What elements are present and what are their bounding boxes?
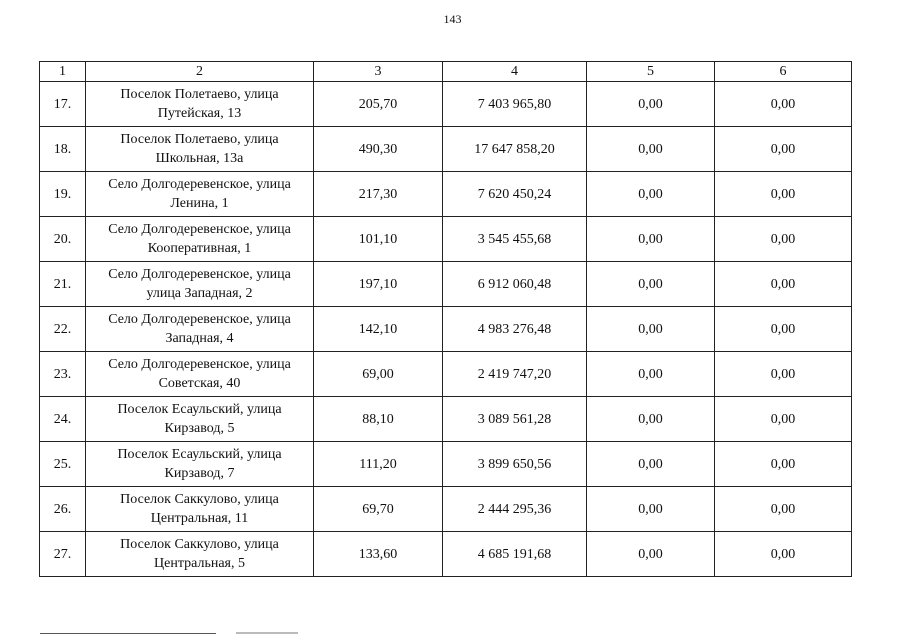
- row-number: 24.: [40, 397, 86, 442]
- row-number: 25.: [40, 442, 86, 487]
- row-number: 22.: [40, 307, 86, 352]
- footer-mark: [236, 632, 298, 634]
- col5-cell: 0,00: [587, 262, 715, 307]
- col5-cell: 0,00: [587, 442, 715, 487]
- table-header-row: [40, 62, 852, 82]
- area-cell: 101,10: [314, 217, 443, 262]
- address-cell: [86, 307, 314, 352]
- address-cell: [86, 217, 314, 262]
- row-number: 23.: [40, 352, 86, 397]
- col6-cell: 0,00: [715, 442, 852, 487]
- address-line-1: Село Долгодеревенское, улица: [108, 222, 291, 237]
- row-number: 18.: [40, 127, 86, 172]
- value-cell: 4 983 276,48: [443, 307, 587, 352]
- address-line-2: Западная, 4: [165, 331, 234, 346]
- area-cell: 69,00: [314, 352, 443, 397]
- table-row: [40, 352, 852, 397]
- area-cell: 197,10: [314, 262, 443, 307]
- address-cell: [86, 82, 314, 127]
- address-cell: [86, 442, 314, 487]
- value-cell: 7 403 965,80: [443, 82, 587, 127]
- address-line-2: улица Западная, 2: [146, 286, 253, 301]
- address-cell: [86, 397, 314, 442]
- row-number: 26.: [40, 487, 86, 532]
- address-line-2: Ленина, 1: [170, 196, 229, 211]
- address-cell: [86, 352, 314, 397]
- footer-divider: [40, 633, 216, 634]
- address-line-1: Поселок Саккулово, улица: [120, 537, 279, 552]
- address-cell: [86, 262, 314, 307]
- value-cell: 3 899 650,56: [443, 442, 587, 487]
- address-cell: [86, 487, 314, 532]
- col5-cell: 0,00: [587, 217, 715, 262]
- col6-cell: 0,00: [715, 127, 852, 172]
- page-number: 143: [443, 12, 462, 26]
- address-line-2: Школьная, 13а: [155, 151, 244, 166]
- address-line-2: Центральная, 5: [154, 556, 245, 571]
- address-line-2: Советская, 40: [158, 376, 241, 391]
- address-line-1: Село Долгодеревенское, улица: [108, 357, 291, 372]
- area-cell: 111,20: [314, 442, 443, 487]
- row-number: 27.: [40, 532, 86, 577]
- address-line-1: Поселок Есаульский, улица: [117, 402, 282, 417]
- column-header-1: 1: [40, 62, 86, 82]
- table-row: [40, 487, 852, 532]
- col6-cell: 0,00: [715, 352, 852, 397]
- table-row: [40, 127, 852, 172]
- table-row: [40, 262, 852, 307]
- address-line-1: Село Долгодеревенское, улица: [108, 312, 291, 327]
- address-line-1: Поселок Полетаево, улица: [120, 132, 279, 147]
- col5-cell: 0,00: [587, 397, 715, 442]
- col6-cell: 0,00: [715, 532, 852, 577]
- address-line-2: Центральная, 11: [150, 511, 249, 526]
- address-line-1: Поселок Полетаево, улица: [120, 87, 279, 102]
- address-line-1: Поселок Саккулово, улица: [120, 492, 279, 507]
- area-cell: 69,70: [314, 487, 443, 532]
- table-row: [40, 82, 852, 127]
- area-cell: 490,30: [314, 127, 443, 172]
- address-cell: [86, 172, 314, 217]
- value-cell: 4 685 191,68: [443, 532, 587, 577]
- value-cell: 6 912 060,48: [443, 262, 587, 307]
- row-number: 19.: [40, 172, 86, 217]
- value-cell: 2 419 747,20: [443, 352, 587, 397]
- value-cell: 17 647 858,20: [443, 127, 587, 172]
- col6-cell: 0,00: [715, 217, 852, 262]
- value-cell: 3 545 455,68: [443, 217, 587, 262]
- area-cell: 217,30: [314, 172, 443, 217]
- col6-cell: 0,00: [715, 487, 852, 532]
- col5-cell: 0,00: [587, 127, 715, 172]
- col5-cell: 0,00: [587, 172, 715, 217]
- column-header-5: 5: [587, 62, 715, 82]
- row-number: 21.: [40, 262, 86, 307]
- area-cell: 205,70: [314, 82, 443, 127]
- address-line-1: Село Долгодеревенское, улица: [108, 177, 291, 192]
- col6-cell: 0,00: [715, 172, 852, 217]
- col5-cell: 0,00: [587, 82, 715, 127]
- col6-cell: 0,00: [715, 397, 852, 442]
- table-row: [40, 532, 852, 577]
- address-line-1: Поселок Есаульский, улица: [117, 447, 282, 462]
- address-line-2: Кирзавод, 5: [164, 421, 235, 436]
- column-header-4: 4: [443, 62, 587, 82]
- col6-cell: 0,00: [715, 262, 852, 307]
- value-cell: 3 089 561,28: [443, 397, 587, 442]
- table-row: [40, 172, 852, 217]
- table-row: [40, 217, 852, 262]
- col5-cell: 0,00: [587, 532, 715, 577]
- row-number: 20.: [40, 217, 86, 262]
- col5-cell: 0,00: [587, 307, 715, 352]
- value-cell: 2 444 295,36: [443, 487, 587, 532]
- data-table: [39, 61, 852, 577]
- address-line-2: Путейская, 13: [157, 106, 242, 121]
- address-line-2: Кирзавод, 7: [164, 466, 235, 481]
- col6-cell: 0,00: [715, 307, 852, 352]
- area-cell: 142,10: [314, 307, 443, 352]
- value-cell: 7 620 450,24: [443, 172, 587, 217]
- col5-cell: 0,00: [587, 352, 715, 397]
- address-cell: [86, 127, 314, 172]
- col6-cell: 0,00: [715, 82, 852, 127]
- address-line-1: Село Долгодеревенское, улица: [108, 267, 291, 282]
- address-cell: [86, 532, 314, 577]
- table-row: [40, 307, 852, 352]
- area-cell: 133,60: [314, 532, 443, 577]
- table-row: [40, 397, 852, 442]
- area-cell: 88,10: [314, 397, 443, 442]
- table-row: [40, 442, 852, 487]
- column-header-2: 2: [86, 62, 314, 82]
- row-number: 17.: [40, 82, 86, 127]
- column-header-3: 3: [314, 62, 443, 82]
- col5-cell: 0,00: [587, 487, 715, 532]
- address-line-2: Кооперативная, 1: [147, 241, 252, 256]
- column-header-6: 6: [715, 62, 852, 82]
